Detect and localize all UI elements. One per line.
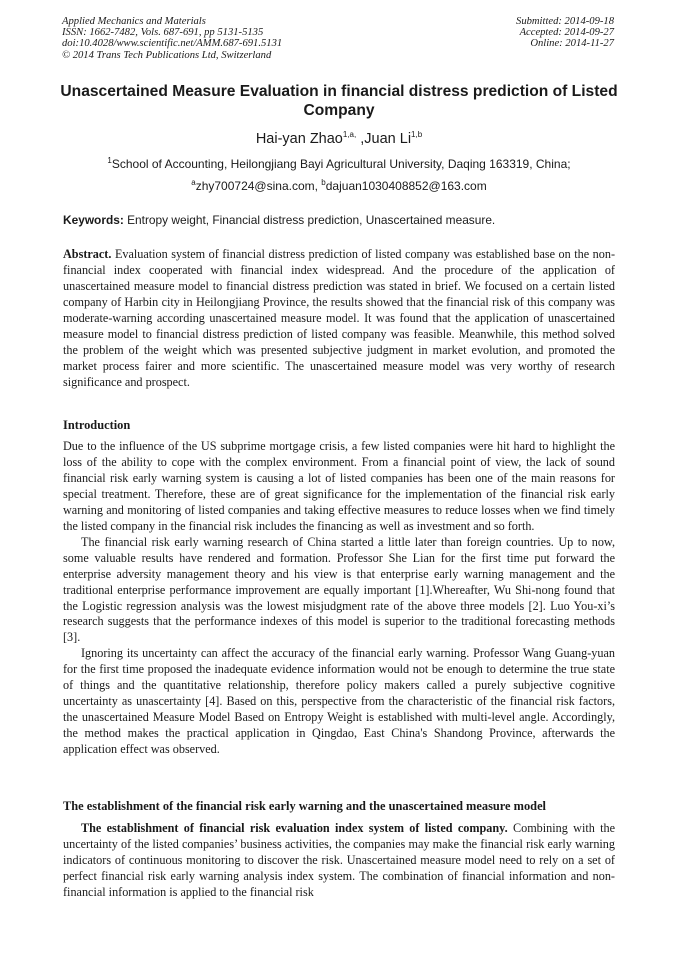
- email-a: zhy700724@sina.com,: [195, 179, 318, 193]
- issn-line: ISSN: 1662-7482, Vols. 687-691, pp 5131-5135: [62, 27, 264, 39]
- doi-line: doi:10.4028/www.scientific.net/AMM.687-691.5131: [62, 38, 283, 50]
- copyright-line: © 2014 Trans Tech Publications Ltd, Switzerland: [62, 49, 272, 61]
- author-separator: ,: [356, 131, 365, 147]
- email-b-marker: b: [321, 178, 326, 187]
- abstract-label: Abstract.: [63, 247, 112, 261]
- author-1: Hai-yan Zhao: [255, 131, 343, 147]
- online-date: Online: 2014-11-27: [530, 38, 614, 50]
- author-line: [60, 130, 618, 148]
- keywords-text: Entropy weight, Financial distress prediction, Unascertained measure.: [127, 213, 496, 227]
- author-2: Juan Li: [364, 131, 412, 147]
- keywords-label: Keywords:: [63, 213, 124, 227]
- email-a-marker: a: [191, 178, 196, 187]
- journal-header: [62, 16, 282, 61]
- abstract-text: Evaluation system of financial distress prediction of listed company was established base on the non-financial index cooperated with financial index widespread. And the procedure of the application of unascertained measure model to financial distress prediction was stated in brief. We focused on a certain listed company of Harbin city in Heilongjiang Province, the results showed that the financial risk of this company was moderate-warning according unascertained measure model. It was found that the application of unascertained measure model to financial distress prediction of listed company was feasible. Meanwhile, this method solved the problem of the weight which was presented subjective judgment in market evolution, and promoted the market process fairer and more scientific. The unascertained measure model was very worthy of research significance and prospect.: [63, 247, 616, 389]
- dates-header: [516, 16, 614, 50]
- abstract: [63, 247, 615, 391]
- affiliation: [60, 156, 618, 172]
- section-2-paragraph: [63, 821, 615, 901]
- introduction-heading: Introduction: [63, 418, 131, 432]
- author-emails: [60, 178, 618, 194]
- submitted-date: Submitted: 2014-09-18: [516, 16, 614, 27]
- section-2-text: Combining with the uncertainty of the listed companies’ business activities, the companies may make the financial risk early warning indicators of continuous monitoring to discover the risk. Unascertained measure model need to rely on a set of perfect financial risk early warning analysis index system. The combination of financial information and non-financial information is applied to the financial risk: [63, 821, 616, 899]
- affiliation-text: School of Accounting, Heilongjiang Bayi Agricultural University, Daqing 163319, China;: [111, 157, 571, 171]
- accepted-date: Accepted: 2014-09-27: [519, 27, 614, 39]
- email-b: dajuan1030408852@163.com: [325, 179, 487, 193]
- intro-paragraph-2: The financial risk early warning research of China started a little later than foreign countries. Up to now, some valuable results have rendered and formation. Professor She Lian for the first time put forward the enterprise adversity management theory and his view is that enterprise early warning management and the traditional enterprise performance improvement are equally important [1].Whereafter, Wu Shi-nong found that the Logistic regression analysis was the lowest misjudgment rate of the above three models [2]. Luo You-xi’s research suggests that the performance indexes of this model is superior to the traditional forecasting methods [3].: [63, 534, 615, 645]
- intro-paragraph-3: Ignoring its uncertainty can affect the accuracy of the financial early warning. Professor Wang Guang-yuan for the first time proposed the inadequate evidence information would not be enough to determine the true state of things and the quantitative relationship, therefore policy makers called a purely subjective cognitive uncertainty as unascertainty [4]. Based on this, perspective from the characteristic of the financial risk factors, the unascertained Measure Model Based on Entropy Weight is established with multi-level angle. Accordingly, the method makes the practical application in Qingdao, East China's Shandong Province, afterwards the application effect was observed.: [63, 646, 615, 757]
- section-2-run-heading: The establishment of financial risk evaluation index system of listed company.: [81, 821, 508, 835]
- affiliation-marker: 1: [107, 156, 112, 165]
- section-2-heading: The establishment of the financial risk early warning and the unascertained measure model: [63, 799, 547, 813]
- introduction-body: [63, 439, 615, 758]
- author-1-affil: 1,a,: [342, 130, 357, 140]
- journal-name: Applied Mechanics and Materials: [62, 16, 206, 27]
- intro-paragraph-1: Due to the influence of the US subprime mortgage crisis, a few listed companies were hit hard to highlight the loss of the ability to cope with the complex environment. From a financial point of view, the lack of sound financial risk early warning system is causing a lot of listed companies has been one of the main reasons for special treatment. Therefore, these are of great significance for the implementation of the financial risk early warning and monitoring of listed companies and taking effective measures to reduce losses when we find timely the listed company in the financial risk includes the financing as well as investment and so forth.: [63, 439, 615, 533]
- keywords: [63, 213, 615, 228]
- section-2-body: [63, 821, 615, 901]
- author-2-affil: 1,b: [411, 130, 423, 140]
- paper-title: Unascertained Measure Evaluation in financial distress prediction of Listed Company: [60, 83, 618, 119]
